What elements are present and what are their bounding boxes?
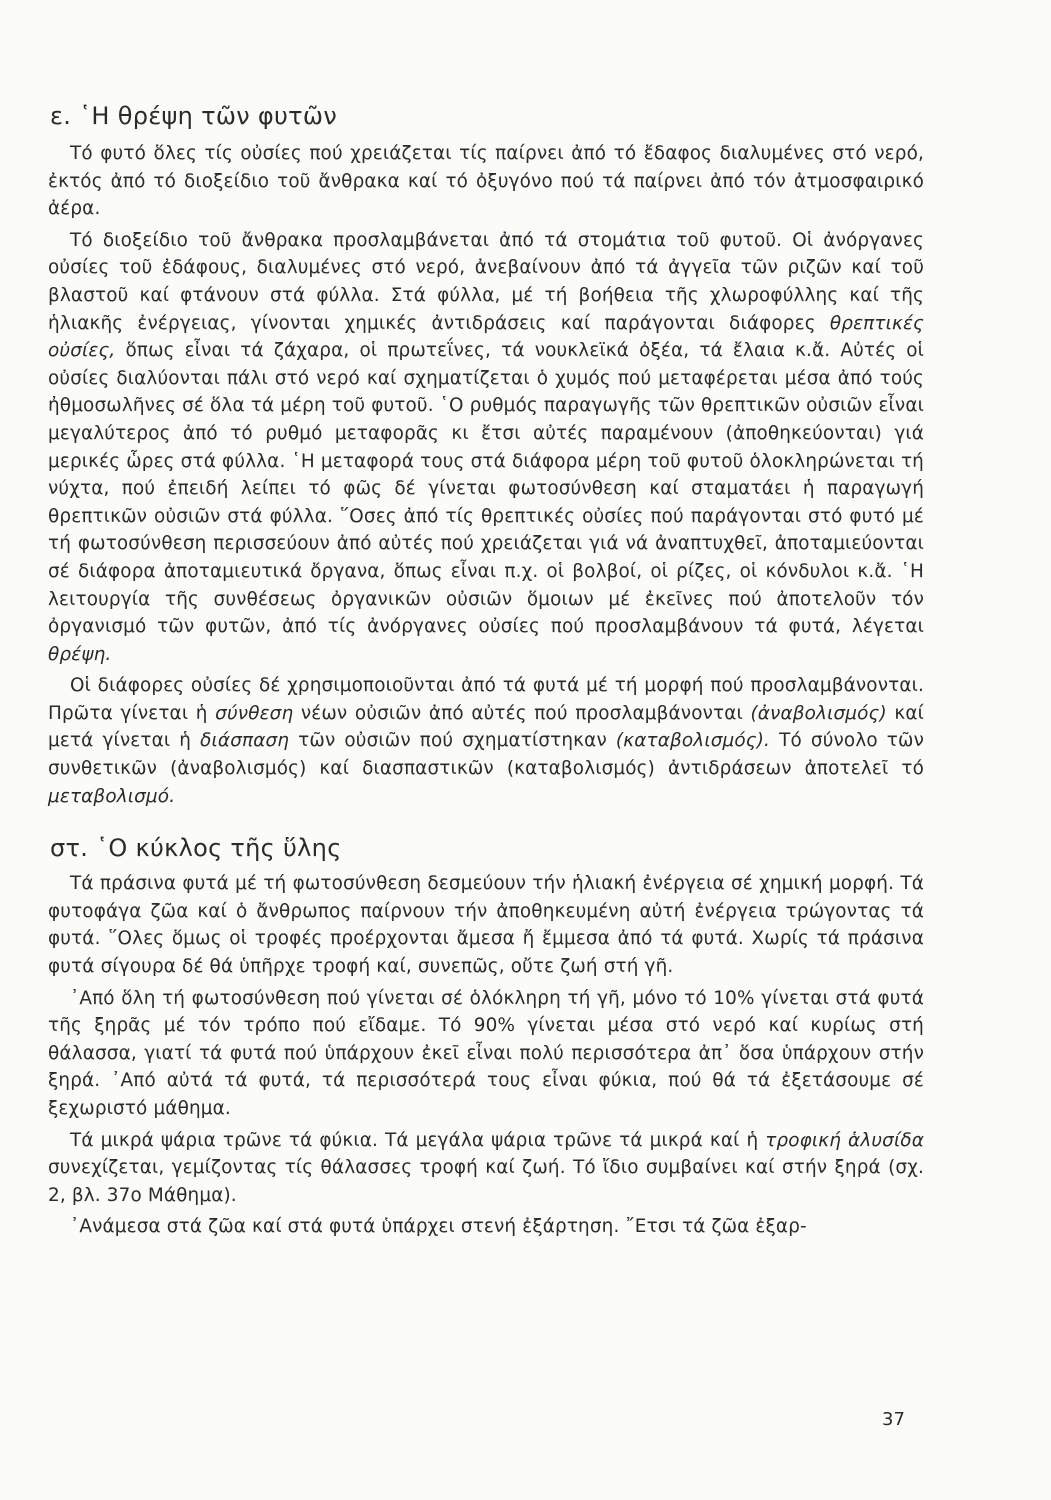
- section-heading-nutrition: ε. ῾Η θρέψη τῶν φυτῶν: [50, 102, 338, 130]
- page-content: [48, 98, 924, 1245]
- paragraph: Τό διοξείδιο τοῦ ἄνθρακα προσλαμβάνεται ἀπό τά στομάτια τοῦ φυτοῦ. Οἱ ἀνόργανες οὐσίες τοῦ ἐδάφους, διαλυμένες στό νερό, ἀνεβαίνουν ἀπό τά ἀγγεῖα τῶν ριζῶν καί τοῦ βλαστοῦ καί φτάνουν στά φύλλα. Στά φύλλα, μέ τή βοήθεια τῆς χλωροφύλλης καί τῆς ἡλιακῆς ἐνέργειας, γίνονται χημικές ἀντιδράσεις καί παράγονται διάφορες θρεπτικές οὐσίες, ὅπως εἶναι τά ζάχαρα, οἱ πρωτεΐνες, τά νουκλεϊκά ὀξέα, τά ἔλαια κ.ἄ. Αὐτές οἱ οὐσίες διαλύονται πάλι στό νερό καί σχηματίζεται ὁ χυμός πού μεταφέρεται μέσα ἀπό τούς ἠθμοσωλῆνες σέ ὅλα τά μέρη τοῦ φυτοῦ. ῾Ο ρυθμός παραγωγῆς τῶν θρεπτικῶν οὐσιῶν εἶναι μεγαλύτερος ἀπό τό ρυθμό μεταφορᾶς κι ἔτσι αὐτές παραμένουν (ἀποθηκεύονται) γιά μερικές ὧρες στά φύλλα. ῾Η μεταφορά τους στά διάφορα μέρη τοῦ φυτοῦ ὁλοκληρώνεται τή νύχτα, πού ἐπειδή λείπει τό φῶς δέ γίνεται φωτοσύνθεση καί σταματάει ἡ παραγωγή θρεπτικῶν οὐσιῶν στά φύλλα. ῞Οσες ἀπό τίς θρεπτικές οὐσίες πού παράγονται στό φυτό μέ τή φωτοσύνθεση περισσεύουν ἀπό αὐτές πού χρειάζεται γιά νά ἀναπτυχθεῖ, ἀποταμιεύονται σέ διάφορα ἀποταμιευτικά ὄργανα, ὅπως εἶναι π.χ. οἱ βολβοί, οἱ ρίζες, οἱ κόνδυλοι κ.ἄ. ῾Η λειτουργία τῆς συνθέσεως ὀργανικῶν οὐσιῶν ὅμοιων μέ ἐκεῖνες πού ἀποτελοῦν τόν ὀργανισμό τῶν φυτῶν, ἀπό τίς ἀνόργανες οὐσίες πού προσλαμβάνουν τά φυτά, λέγεται θρέψη.: [48, 229, 924, 665]
- paragraph: Τά πράσινα φυτά μέ τή φωτοσύνθεση δεσμεύουν τήν ἡλιακή ἐνέργεια σέ χημική μορφή. Τά φυτοφάγα ζῶα καί ὁ ἄνθρωπος παίρνουν τήν ἀποθηκευμένη αὐτή ἐνέργεια τρώγοντας τά φυτά. ῞Ολες ὅμως οἱ τροφές προέρχονται ἄμεσα ἤ ἔμμεσα ἀπό τά φυτά. Χωρίς τά πράσινα φυτά σίγουρα δέ θά ὑπῆρχε τροφή καί, συνεπῶς, οὔτε ζωή στή γῆ.: [48, 873, 924, 978]
- paragraph: Τό φυτό ὅλες τίς οὐσίες πού χρειάζεται τίς παίρνει ἀπό τό ἔδαφος διαλυμένες στό νερό, ἐκτός ἀπό τό διοξείδιο τοῦ ἄνθρακα καί τό ὀξυγόνο πού τά παίρνει ἀπό τόν ἀτμοσφαιρικό ἀέρα.: [48, 143, 924, 220]
- paragraph: Οἱ διάφορες οὐσίες δέ χρησιμοποιοῦνται ἀπό τά φυτά μέ τή μορφή πού προσλαμβάνονται. Πρῶτα γίνεται ἡ σύνθεση νέων οὐσιῶν ἀπό αὐτές πού προσλαμβάνονται (ἀναβολισμός) καί μετά γίνεται ἡ διάσπαση τῶν οὐσιῶν πού σχηματίστηκαν (καταβολισμός). Τό σύνολο τῶν συνθετικῶν (ἀναβολισμός) καί διασπαστικῶν (καταβολισμός) ἀντιδράσεων ἀποτελεῖ τό μεταβολισμό.: [48, 675, 924, 807]
- page-number: 37: [882, 1409, 905, 1430]
- section-heading-matter-cycle: στ. ῾Ο κύκλος τῆς ὕλης: [50, 834, 342, 863]
- paragraph: ᾿Από ὅλη τή φωτοσύνθεση πού γίνεται σέ ὁλόκληρη τή γῆ, μόνο τό 10% γίνεται στά φυτά τῆς ξηρᾶς μέ τόν τρόπο πού εἴδαμε. Τό 90% γίνεται μέσα στό νερό καί κυρίως στή θάλασσα, γιατί τά φυτά πού ὑπάρχουν ἐκεῖ εἶναι πολύ περισσότερα ἀπ᾿ ὅσα ὑπάρχουν στήν ξηρά. ᾿Από αὐτά τά φυτά, τά περισσότερά τους εἶναι φύκια, πού θά τά ἐξετάσουμε σέ ξεχωριστό μάθημα.: [48, 987, 924, 1119]
- paragraph: ᾿Ανάμεσα στά ζῶα καί στά φυτά ὑπάρχει στενή ἐξάρτηση. ῎Ετσι τά ζῶα ἐξαρ-: [70, 1216, 807, 1238]
- paragraph: Τά μικρά ψάρια τρῶνε τά φύκια. Τά μεγάλα ψάρια τρῶνε τά μικρά καί ἡ τροφική ἁλυσίδα συνεχίζεται, γεμίζοντας τίς θάλασσες τροφή καί ζωή. Τό ἴδιο συμβαίνει καί στήν ξηρά (σχ. 2, βλ. 37ο Μάθημα).: [48, 1129, 925, 1206]
